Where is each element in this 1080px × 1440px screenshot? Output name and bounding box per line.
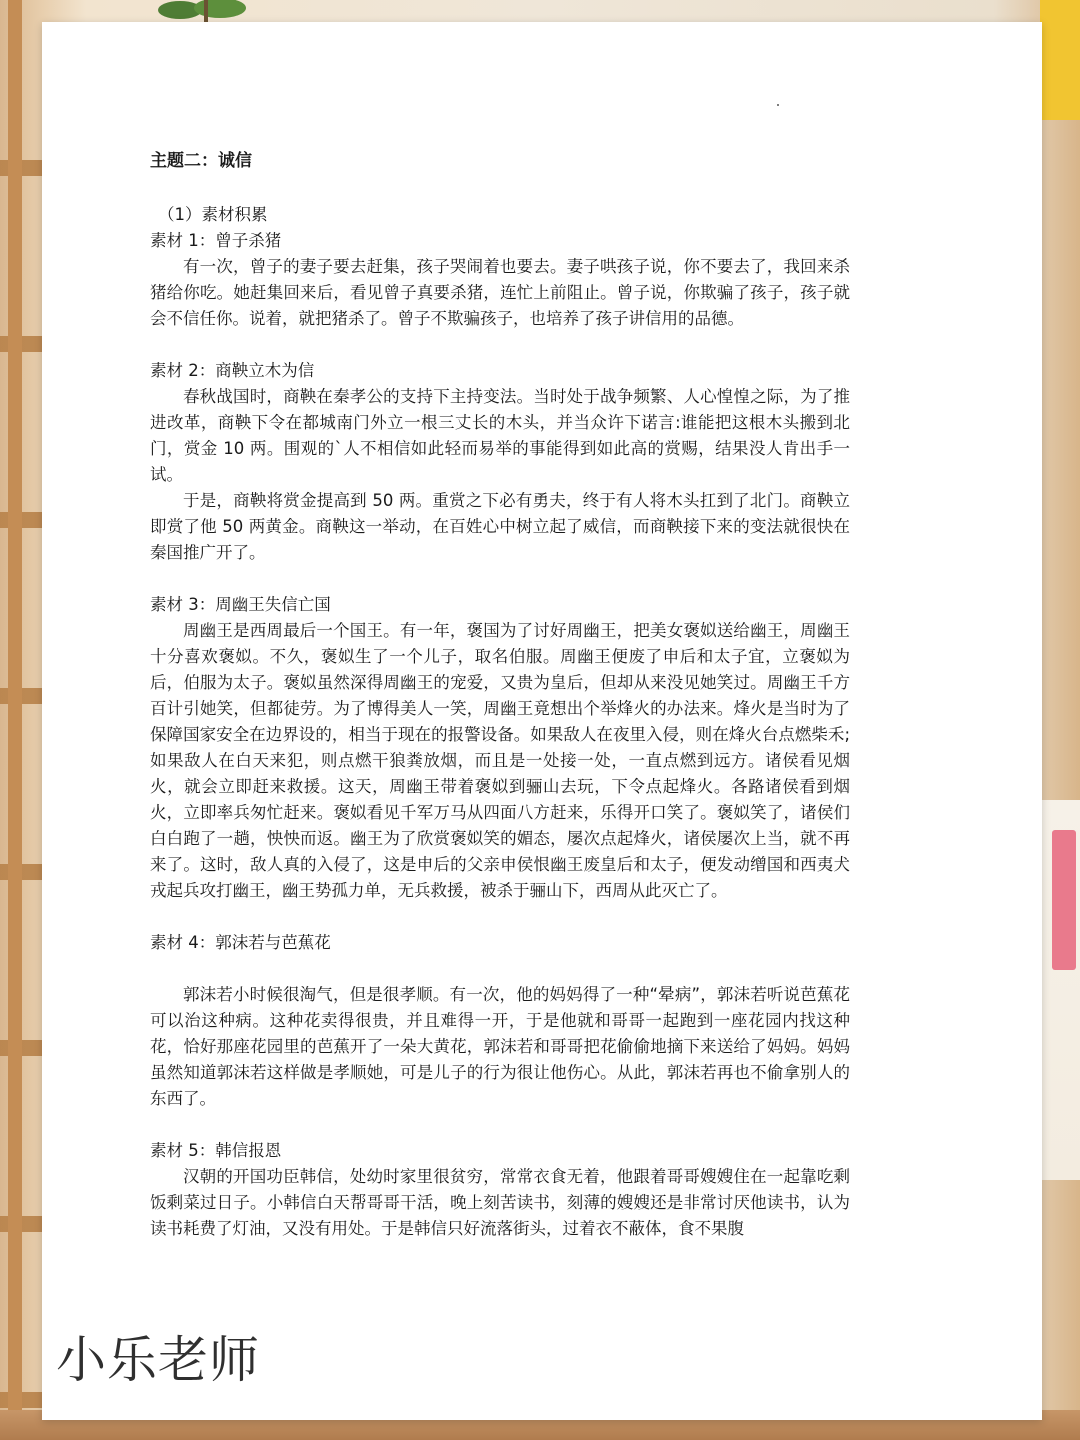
document-content xyxy=(150,148,850,1242)
speck xyxy=(777,104,779,106)
book-spine xyxy=(1052,830,1076,970)
material-heading: 素材 5：韩信报恩 xyxy=(150,1141,282,1160)
material-heading: 素材 1：曾子杀猪 xyxy=(150,231,282,250)
material-paragraph: 于是，商鞅将赏金提高到 50 两。重赏之下必有勇夫，终于有人将木头扛到了北门。商鞅立即赏了他 50 两黄金。商鞅这一举动，在百姓心中树立起了威信，而商鞅接下来的变法就很快在秦国推广开了。 xyxy=(150,491,850,562)
page-title: 主题二：诚信 xyxy=(150,151,252,171)
yellow-book-spine xyxy=(1040,0,1080,120)
material-paragraph: 有一次，曾子的妻子要去赶集，孩子哭闹着也要去。妻子哄孩子说，你不要去了，我回来杀猪给你吃。她赶集回来后，看见曾子真要杀猪，连忙上前阻止。曾子说，你欺骗了孩子，孩子就会不信任你。说着，就把猪杀了。曾子不欺骗孩子，也培养了孩子讲信用的品德。 xyxy=(150,257,850,328)
material-paragraph: 周幽王是西周最后一个国王。有一年，褒国为了讨好周幽王，把美女褒姒送给幽王，周幽王十分喜欢褒姒。不久，褒姒生了一个儿子，取名伯服。周幽王便废了申后和太子宜，立褒姒为后，伯服为太子。褒姒虽然深得周幽王的宠爱，又贵为皇后，但却从来没见她笑过。周幽王千方百计引她笑，但都徒劳。为了博得美人一笑，周幽王竟想出个举烽火的办法来。烽火是当时为了保障国家安全在边界设的，相当于现在的报警设备。如果敌人在夜里入侵，则在烽火台点燃柴禾;如果敌人在白天来犯，则点燃干狼粪放烟，而且是一处接一处，一直点燃到远方。诸侯看见烟火，就会立即赶来救援。这天，周幽王带着褒姒到骊山去玩，下令点起烽火。各路诸侯看到烟火，立即率兵匆忙赶来。褒姒看见千军万马从四面八方赶来，乐得开口笑了。褒姒笑了，诸侯们白白跑了一趟，怏怏而返。幽王为了欣赏褒姒笑的媚态，屡次点起烽火，诸侯屡次上当，就不再来了。这时，敌人真的入侵了，这是申后的父亲申侯恨幽王废皇后和太子，便发动缯国和西夷犬戎起兵攻打幽王，幽王势孤力单，无兵救援，被杀于骊山下，西周从此灭亡了。 xyxy=(150,621,850,900)
watermark: 小乐老师 xyxy=(56,1331,260,1389)
material-paragraph: 郭沫若小时候很淘气，但是很孝顺。有一次，他的妈妈得了一种“晕病”，郭沫若听说芭蕉花可以治这种病。这种花卖得很贵，并且难得一开，于是他就和哥哥一起跑到一座花园内找这种花，恰好那座花园里的芭蕉开了一朵大黄花，郭沫若和哥哥把花偷偷地摘下来送给了妈妈。妈妈虽然知道郭沫若这样做是孝顺她，可是儿子的行为很让他伤心。从此，郭沫若再也不偷拿别人的东西了。 xyxy=(150,985,850,1108)
material-paragraph: 汉朝的开国功臣韩信，处幼时家里很贫穷，常常衣食无着，他跟着哥哥嫂嫂住在一起靠吃剩饭剩菜过日子。小韩信白天帮哥哥干活，晚上刻苦读书，刻薄的嫂嫂还是非常讨厌他读书，认为读书耗费了灯油，又没有用处。于是韩信只好流落街头，过着衣不蔽体，食不果腹 xyxy=(150,1167,850,1238)
section-heading: （1）素材积累 xyxy=(158,205,268,224)
material-heading: 素材 4：郭沫若与芭蕉花 xyxy=(150,933,331,952)
bookshelf-post xyxy=(8,0,22,1440)
material-heading: 素材 3：周幽王失信亡国 xyxy=(150,595,331,614)
material-paragraph: 春秋战国时，商鞅在秦孝公的支持下主持变法。当时处于战争频繁、人心惶惶之际，为了推进改革，商鞅下令在都城南门外立一根三丈长的木头，并当众许下诺言:谁能把这根木头搬到北门，赏金 10 两。围观的`人不相信如此轻而易举的事能得到如此高的赏赐，结果没人肯出手一试。 xyxy=(150,387,850,484)
material-heading: 素材 2：商鞅立木为信 xyxy=(150,361,315,380)
